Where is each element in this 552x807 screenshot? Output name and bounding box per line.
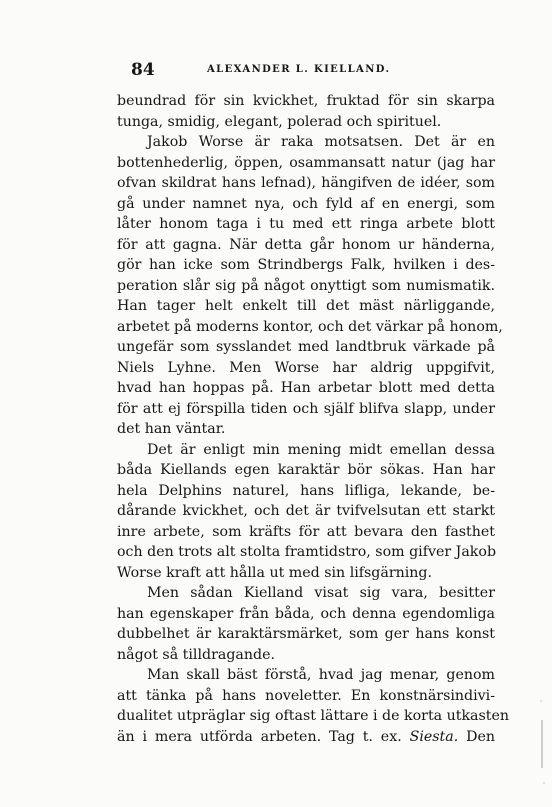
page-number: 84 — [131, 60, 155, 80]
text-line: Niels Lyhne. Men Worse har aldrig uppgifvit, — [117, 359, 495, 376]
text-line: beundrad för sin kvickhet, fruktad för sin skarpa — [117, 93, 495, 109]
text-line: något så tilldragande. — [117, 646, 275, 663]
text-line: peration slår sig på något onyttigt som numismatik. — [117, 277, 495, 294]
paragraph-start-line: Man skall bäst förstå, hvad jag menar, genom — [147, 667, 495, 683]
text-line: ungefär som sysslandet med landtbruk värkade på — [117, 339, 495, 355]
text-line: låter honom taga i tu med ett ringa arbete blott — [117, 216, 495, 232]
text-line: dubbelhet är karaktärsmärket, som ger hans konst — [117, 626, 495, 642]
text-fragment: än i mera utförda arbeten. Tag t. ex. — [117, 728, 402, 745]
text-line: det han väntar. — [117, 421, 226, 437]
text-line: han egenskaper från båda, och denna egendomliga — [117, 605, 495, 622]
text-line: arbetet på moderns kontor, och det värkar på honom, — [117, 318, 503, 335]
text-line: inre arbete, som kräfts för att bevara den fasthet — [117, 523, 495, 540]
text-line: gör han icke som Strindbergs Falk, hvilken i des- — [117, 257, 495, 273]
text-line: tunga, smidig, elegant, polerad och spirituel. — [117, 113, 442, 130]
paragraph-start-line: Men sådan Kielland visat sig vara, besitter — [147, 585, 495, 601]
paragraph-start-line: Det är enligt min mening midt emellan dessa — [147, 441, 495, 458]
text-line: dårande kvickhet, och det är tvifvelsutan ett starkt — [117, 503, 495, 519]
text-line: ofvan skildrat hans lefnad), hängifven de idéer, som — [117, 175, 495, 191]
text-line: och den trots alt stolta framtidstro, som gifver Jakob — [117, 544, 497, 560]
paragraph-start-line: Jakob Worse är raka motsatsen. Det är en — [147, 134, 495, 150]
text-line: att tänka på hans noveletter. En konstnärsindivi- — [117, 687, 495, 704]
text-line: gå under namnet nya, och fyld af en energi, som — [117, 195, 495, 212]
text-line: dualitet utpräglar sig oftast lättare i de korta utkasten — [117, 708, 510, 724]
running-head: ALEXANDER L. KIELLAND. — [207, 64, 391, 75]
text-line-final — [117, 727, 495, 748]
text-line: för att ej förspilla tiden och själf blifva slapp, under — [117, 400, 495, 417]
scan-margin-mark — [541, 720, 543, 768]
text-fragment: Den — [466, 728, 496, 745]
text-line: Han tager helt enkelt till det mäst närliggande, — [117, 298, 495, 314]
italic-title: Siesta. — [409, 728, 459, 745]
text-line: båda Kiellands egen karaktär bör sökas. Han har — [117, 462, 495, 478]
scan-speck — [543, 782, 545, 784]
page-header — [117, 60, 495, 80]
body-text — [117, 91, 510, 747]
text-line: bottenhederlig, öppen, osammansatt natur (jag har — [117, 154, 495, 171]
text-line: hela Delphins naturel, hans lifliga, lekande, be- — [117, 482, 495, 499]
text-line: Worse kraft att hålla ut med sin lifsgärning. — [117, 564, 433, 581]
text-line: för att gagna. När detta går honom ur händerna, — [117, 236, 495, 253]
scan-speck — [540, 700, 542, 702]
text-line: hvad han hoppas på. Han arbetar blott med detta — [117, 380, 495, 396]
